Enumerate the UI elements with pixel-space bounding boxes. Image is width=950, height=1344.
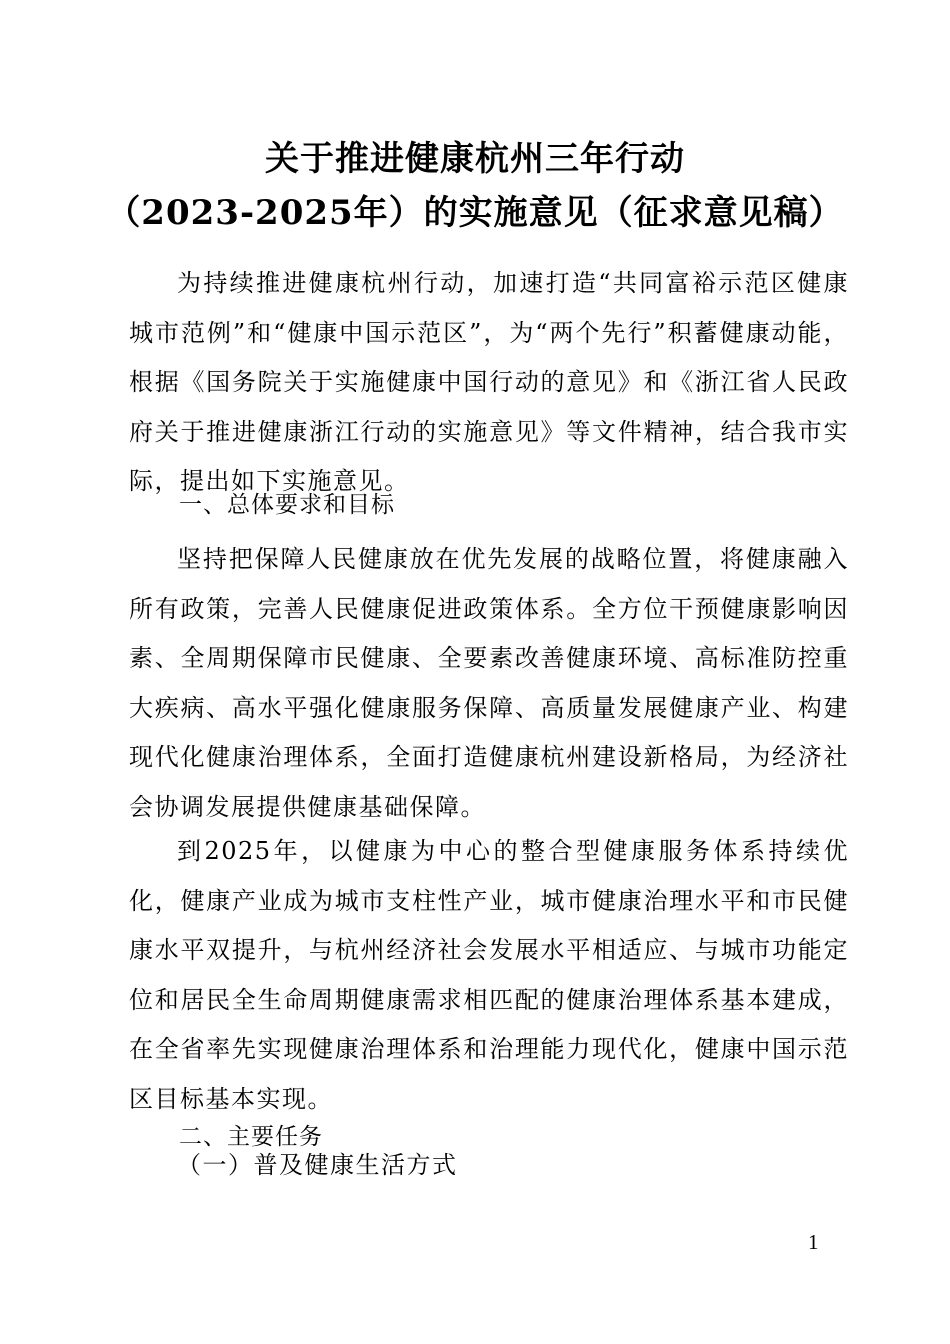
document-title-line2: （2023-2025年）的实施意见（征求意见稿） xyxy=(106,193,844,233)
goals-paragraph: 到2025年，以健康为中心的整合型健康服务体系持续优化，健康产业成为城市支柱性产业，城市健康治理水平和市民健康水平双提升，与杭州经济社会发展水平相适应、与城市功能定位和居民全生命周期健康需求相匹配的健康治理体系基本建成，在全省率先实现健康治理体系和治理能力现代化，健康中国示范区目标基本实现。 xyxy=(129,837,849,1113)
page-number: 1 xyxy=(808,1230,819,1254)
document-title-line1: 关于推进健康杭州三年行动 xyxy=(265,139,685,179)
section-heading-general-requirements: 一、总体要求和目标 xyxy=(179,492,395,518)
subsection-heading-healthy-lifestyle: （一）普及健康生活方式 xyxy=(177,1151,458,1179)
principles-paragraph: 坚持把保障人民健康放在优先发展的战略位置，将健康融入所有政策，完善人民健康促进政策体系。全方位干预健康影响因素、全周期保障市民健康、全要素改善健康环境、高标准防控重大疾病、高水平强化健康服务保障、高质量发展健康产业、构建现代化健康治理体系，全面打造健康杭州建设新格局，为经济社会协调发展提供健康基础保障。 xyxy=(129,545,849,821)
section-heading-main-tasks: 二、主要任务 xyxy=(179,1124,323,1150)
intro-paragraph: 为持续推进健康杭州行动，加速打造“共同富裕示范区健康城市范例”和“健康中国示范区”，为“两个先行”积蓄健康动能，根据《国务院关于实施健康中国行动的意见》和《浙江省人民政府关于推进健康浙江行动的实施意见》等文件精神，结合我市实际，提出如下实施意见。 xyxy=(129,269,849,495)
